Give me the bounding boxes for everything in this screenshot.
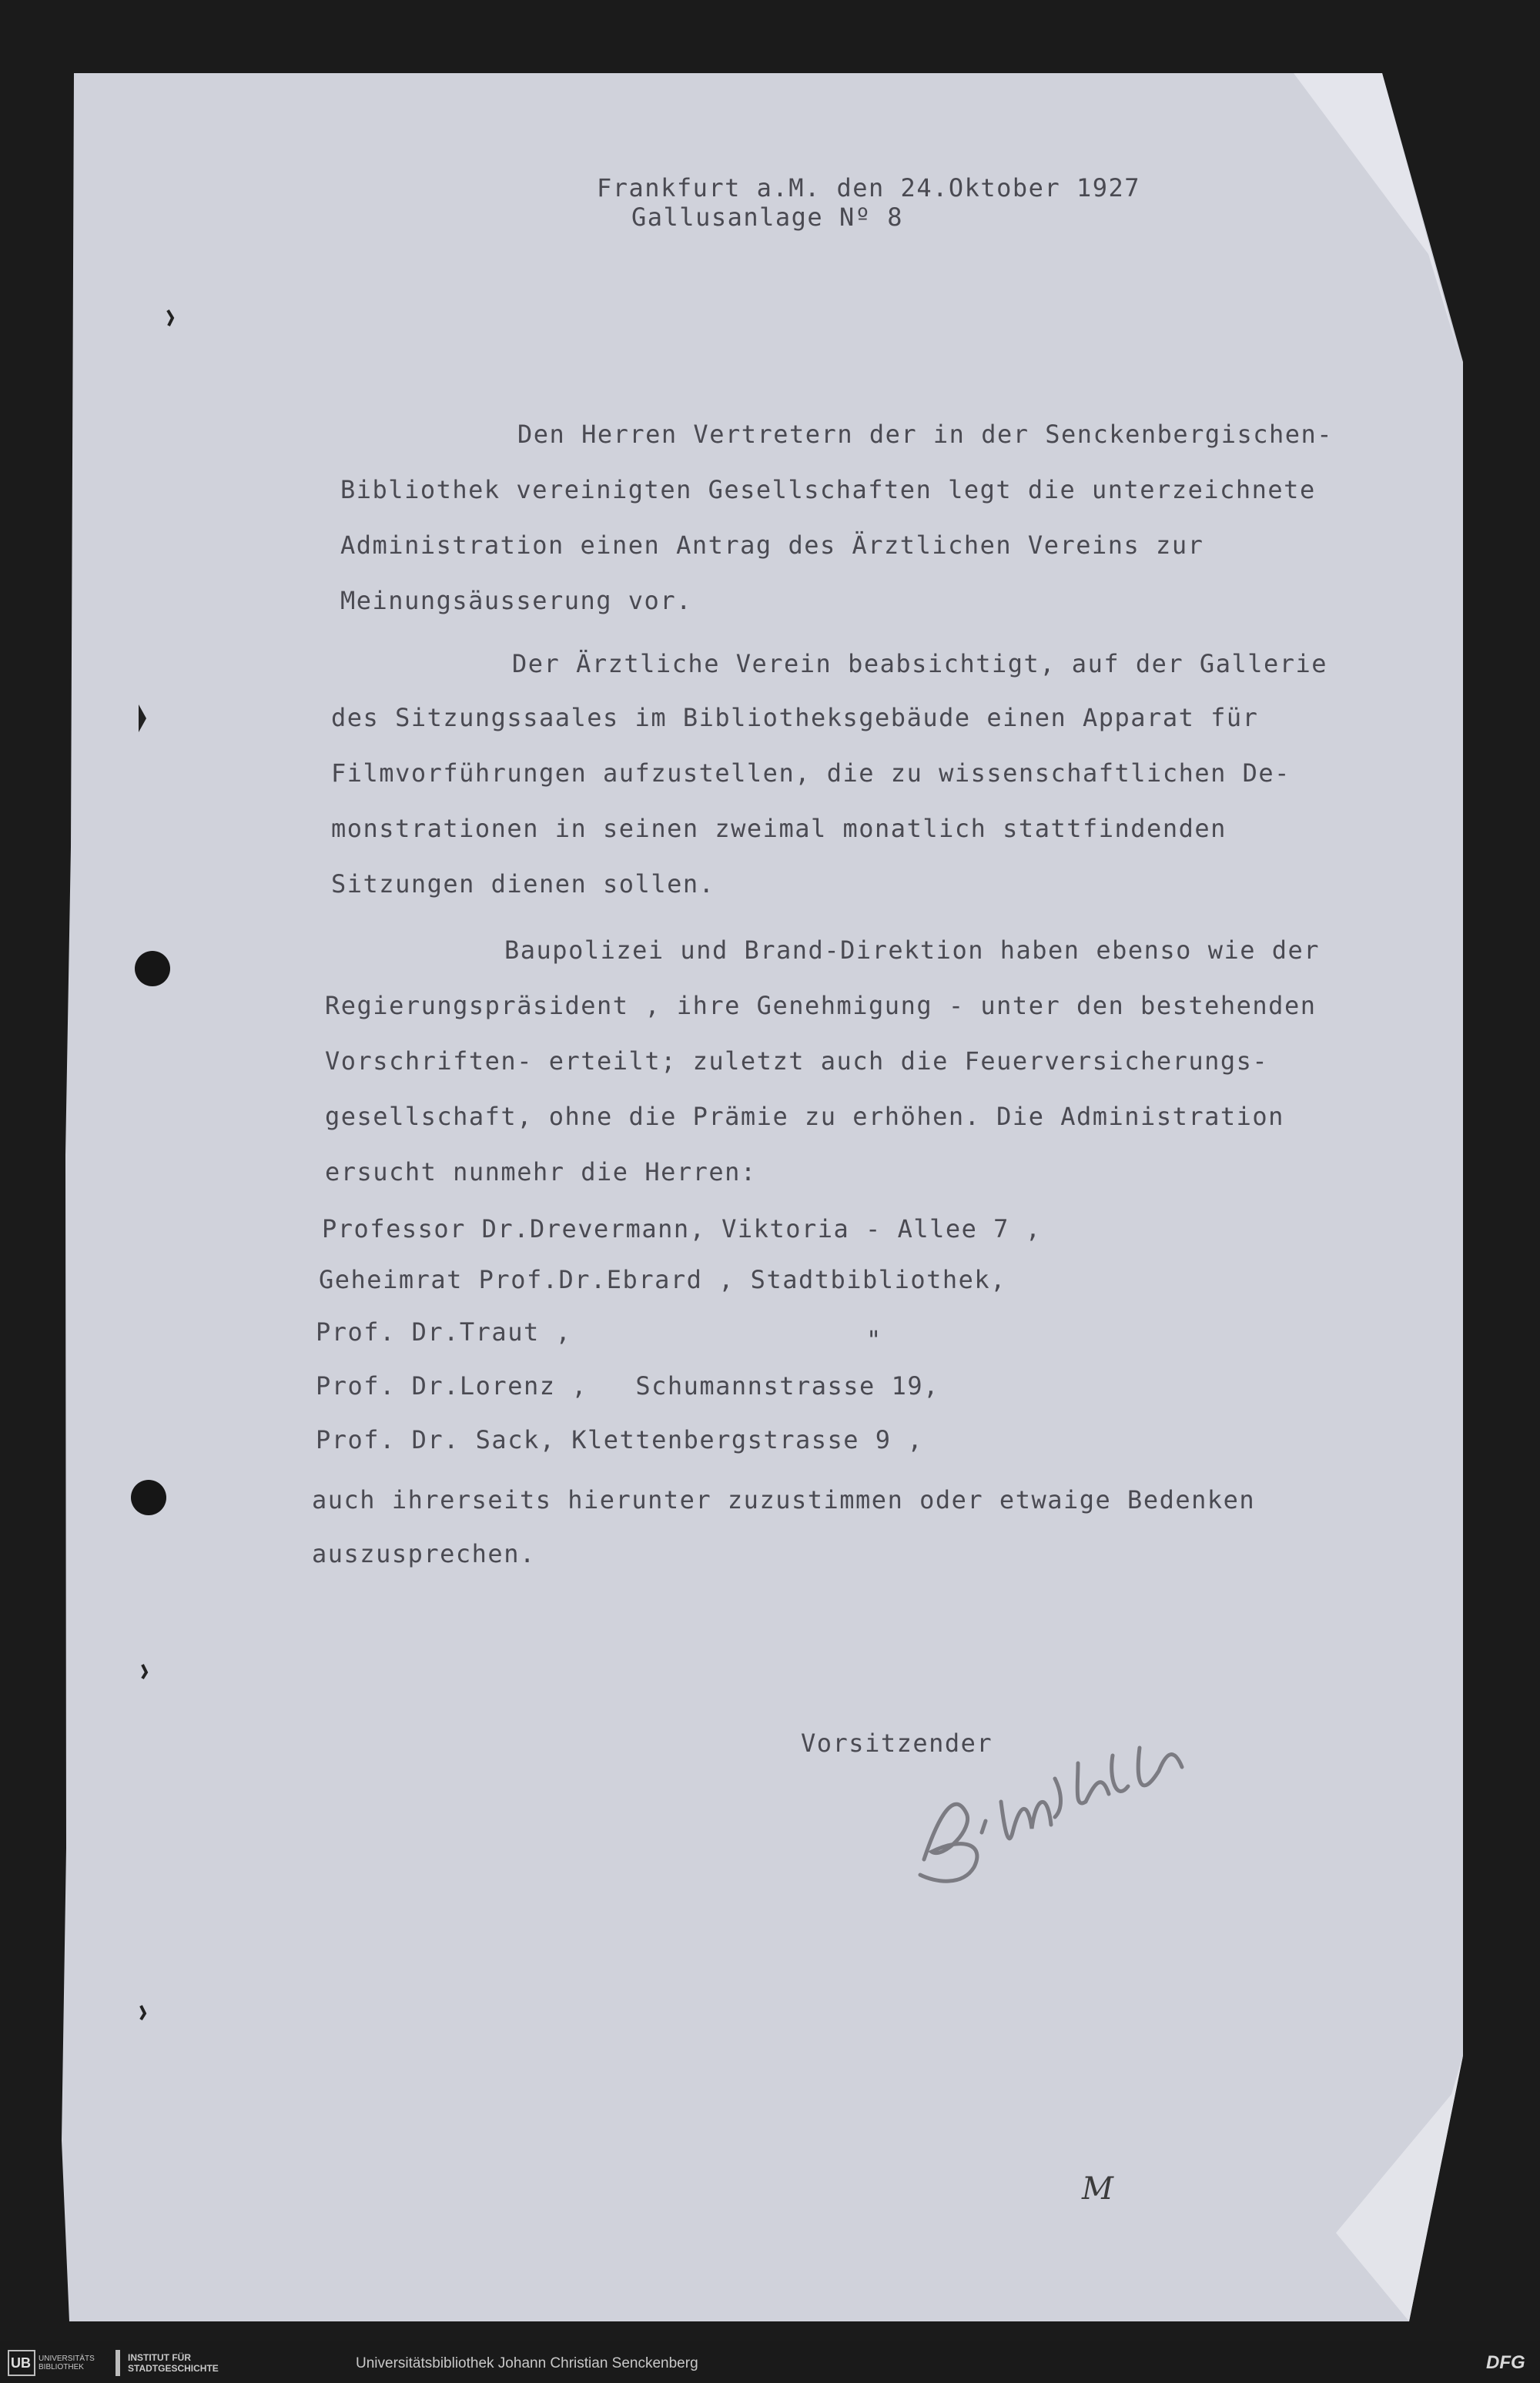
body-line: Vorschriften- erteilt; zuletzt auch die Feuerversicherungs-	[325, 1046, 1269, 1076]
recipient-line: Prof. Dr.Traut ,	[316, 1317, 572, 1347]
closing-line: auszusprechen.	[312, 1539, 536, 1568]
body-line: gesellschaft, ohne die Prämie zu erhöhen. Die Administration	[325, 1102, 1284, 1131]
punch-hole-upper	[135, 951, 170, 986]
institute-logo-line2: STADTGESCHICHTE	[128, 2363, 219, 2374]
library-name: Universitätsbibliothek Johann Christian Senckenberg	[356, 2355, 698, 2371]
recipient-line: Geheimrat Prof.Dr.Ebrard , Stadtbibliothek,	[319, 1265, 1006, 1294]
body-line: Baupolizei und Brand-Direktion haben ebenso wie der	[504, 935, 1321, 965]
body-line: ersucht nunmehr die Herren:	[325, 1157, 757, 1186]
closing-line: auch ihrerseits hierunter zuzustimmen oder etwaige Bedenken	[312, 1485, 1256, 1514]
ub-logo-mark: UB	[11, 2355, 31, 2371]
letter-address-line: Gallusanlage Nº 8	[631, 202, 904, 232]
paper-body	[62, 73, 1463, 2321]
body-line: Der Ärztliche Verein beabsichtigt, auf der Gallerie	[512, 649, 1328, 678]
ub-logo	[8, 2350, 35, 2376]
body-line: des Sitzungssaales im Bibliotheksgebäude einen Apparat für	[331, 703, 1259, 732]
body-line: Sitzungen dienen sollen.	[331, 869, 715, 899]
letter-date-line: Frankfurt a.M. den 24.Oktober 1927	[597, 173, 1141, 202]
ditto-mark: "	[866, 1325, 882, 1354]
body-line: Filmvorführungen aufzustellen, die zu wissenschaftlichen De-	[331, 758, 1291, 788]
institute-logo-line1: INSTITUT FÜR	[128, 2352, 191, 2363]
dfg-logo: DFG	[1486, 2352, 1525, 2373]
body-line: Administration einen Antrag des Ärztlichen Vereins zur	[340, 530, 1204, 560]
recipient-line: Prof. Dr. Sack, Klettenbergstrasse 9 ,	[316, 1425, 924, 1454]
body-line: Den Herren Vertretern der in der Senckenbergischen-	[517, 420, 1334, 449]
signature-title: Vorsitzender	[801, 1729, 993, 1758]
punch-hole-lower	[131, 1480, 166, 1515]
institute-logo-mark	[116, 2350, 122, 2376]
body-line: Meinungsäusserung vor.	[340, 586, 692, 615]
recipient-line: Professor Dr.Drevermann, Viktoria - Allee 7 ,	[322, 1214, 1042, 1243]
pencil-mark: M	[1082, 2171, 1113, 2207]
body-line: Bibliothek vereinigten Gesellschaften legt die unterzeichnete	[340, 475, 1316, 504]
body-line: Regierungspräsident , ihre Genehmigung - unter den bestehenden	[325, 991, 1317, 1020]
body-line: monstrationen in seinen zweimal monatlich stattfindenden	[331, 814, 1227, 843]
footer-bar	[0, 2341, 1540, 2383]
ub-logo-text: UNIVERSITÄTS BIBLIOTHEK	[38, 2355, 95, 2371]
recipient-line: Prof. Dr.Lorenz , Schumannstrasse 19,	[316, 1371, 939, 1401]
